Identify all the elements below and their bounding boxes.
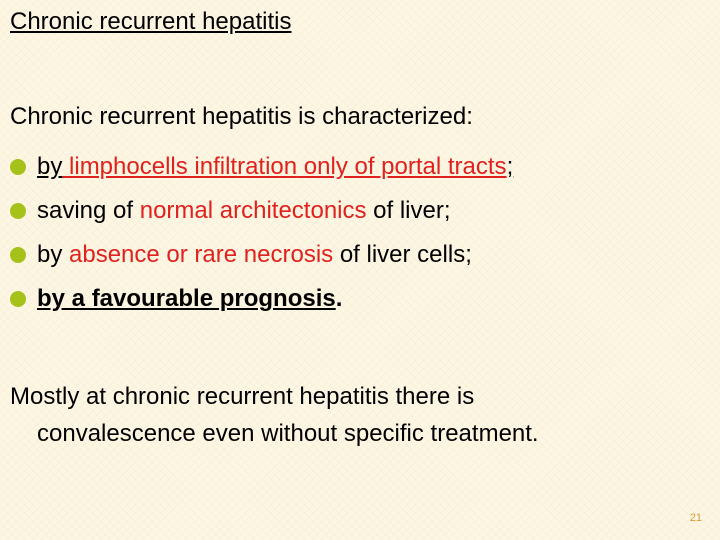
bullet-dot-icon [10, 159, 26, 175]
bullet-text: saving of [37, 197, 140, 224]
bullet-highlight: limphocells infiltration [62, 153, 298, 180]
bullet-text: by [37, 241, 70, 268]
bullet-dot-icon [10, 291, 26, 307]
bullet-text: ; [506, 153, 514, 180]
bullet-item [10, 280, 513, 324]
bullet-list [10, 148, 513, 324]
slide-title: Chronic recurrent hepatitis [10, 8, 292, 35]
bullet-highlight: only of portal tracts [297, 153, 507, 180]
closing-line: Mostly at chronic recurrent hepatitis there is [10, 383, 475, 410]
closing-line: convalescence even without specific treatment. [37, 420, 539, 447]
bullet-text: by [37, 153, 63, 180]
page-number: 21 [689, 512, 702, 524]
bullet-highlight: normal architectonics [139, 197, 367, 224]
bullet-item [10, 148, 513, 192]
bullet-text: by a favourable prognosis [37, 285, 336, 312]
bullet-text: of liver; [366, 197, 451, 224]
bullet-dot-icon [10, 203, 26, 219]
bullet-item [10, 236, 513, 280]
bullet-highlight: absence or rare necrosis [69, 241, 334, 268]
bullet-item [10, 192, 513, 236]
bullet-dot-icon [10, 247, 26, 263]
intro-text: Chronic recurrent hepatitis is characterized: [10, 103, 473, 130]
bullet-text: . [335, 285, 343, 312]
closing-paragraph [10, 378, 710, 452]
bullet-text: of liver cells; [333, 241, 472, 268]
